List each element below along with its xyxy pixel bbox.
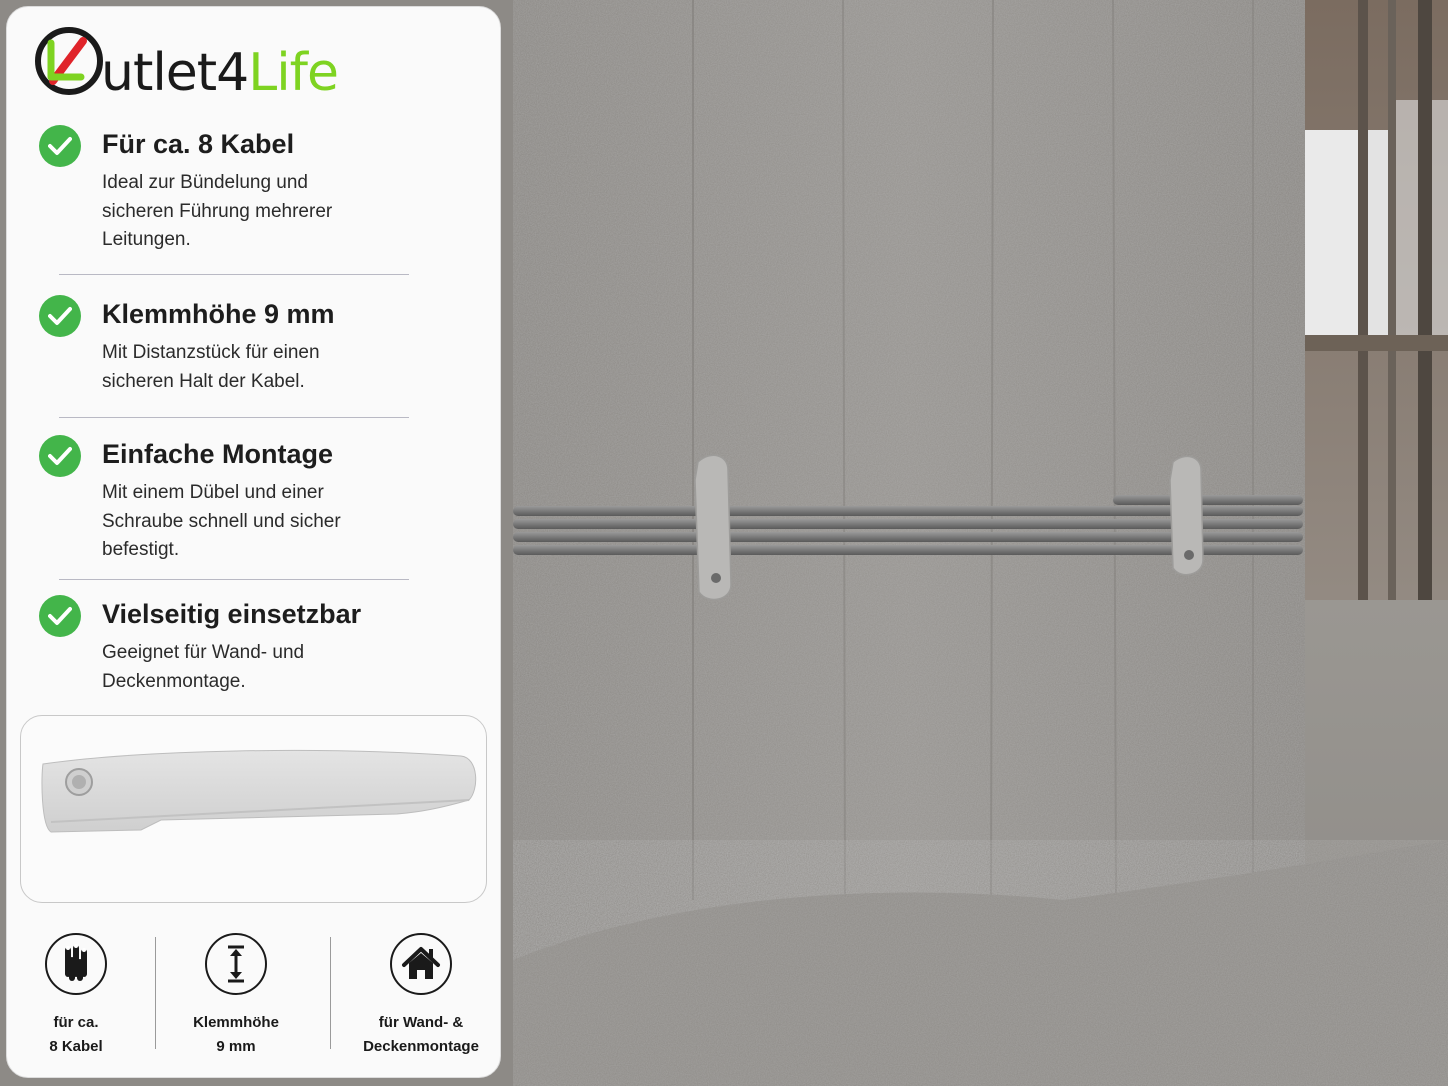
badge-line: 8 Kabel <box>49 1038 103 1055</box>
feature-badges-row <box>7 927 501 1077</box>
divider <box>59 417 409 418</box>
cable-clamp-right <box>1170 456 1203 574</box>
badge-line: für ca. <box>53 1014 99 1031</box>
feature-line: Mit einem Dübel und einer <box>102 482 324 503</box>
info-panel <box>6 6 501 1078</box>
badge-line: Klemmhöhe <box>193 1014 279 1031</box>
feature-line: Deckenmontage. <box>102 670 246 692</box>
feature-title: Vielseitig einsetzbar <box>102 599 362 629</box>
feature-line: Geeignet für Wand- und <box>102 642 305 663</box>
feature-line: sicheren Halt der Kabel. <box>102 370 305 392</box>
feature-description <box>102 639 402 696</box>
feature-title: Einfache Montage <box>102 439 334 469</box>
cable-clamp-left <box>695 455 731 599</box>
badge-line: für Wand- & <box>378 1014 464 1031</box>
badge-separator <box>330 937 331 1049</box>
badge-label <box>161 1011 311 1059</box>
badge-line: 9 mm <box>216 1038 256 1055</box>
concrete-wall-scene <box>513 0 1448 1086</box>
check-icon <box>39 295 81 337</box>
feature-line: Schraube schnell und sicher <box>102 510 341 532</box>
check-icon <box>39 595 81 637</box>
cables-icon <box>45 933 107 995</box>
brand-wordmark <box>101 43 338 103</box>
feature-line: Ideal zur Bündelung und <box>102 172 308 193</box>
feature-line: Mit Distanzstück für einen <box>102 342 320 363</box>
check-icon <box>39 125 81 167</box>
height-arrow-icon <box>205 933 267 995</box>
house-icon <box>390 933 452 995</box>
divider <box>59 274 409 275</box>
feature-description <box>102 479 402 565</box>
feature-line: sicheren Führung mehrerer <box>102 200 333 222</box>
brand-wordmark-green: Life <box>248 43 338 103</box>
badge-label <box>6 1011 151 1059</box>
badge-label <box>346 1011 496 1059</box>
feature-description <box>102 169 402 255</box>
divider <box>59 579 409 580</box>
brand-wordmark-dark: utlet4 <box>101 43 249 103</box>
feature-title: Klemmhöhe 9 mm <box>102 299 335 329</box>
product-photo-concrete-wall <box>513 0 1448 1086</box>
product-image-box <box>20 715 487 903</box>
cable-clamp-product-image <box>21 716 488 904</box>
badge-separator <box>155 937 156 1049</box>
feature-line: Leitungen. <box>102 229 191 250</box>
check-icon <box>39 435 81 477</box>
badge-line: Deckenmontage <box>363 1038 479 1055</box>
feature-line: befestigt. <box>102 539 180 560</box>
feature-description <box>102 339 402 396</box>
logo-mark-icon <box>31 21 111 101</box>
brand-logo <box>31 21 391 101</box>
feature-title: Für ca. 8 Kabel <box>102 129 295 159</box>
